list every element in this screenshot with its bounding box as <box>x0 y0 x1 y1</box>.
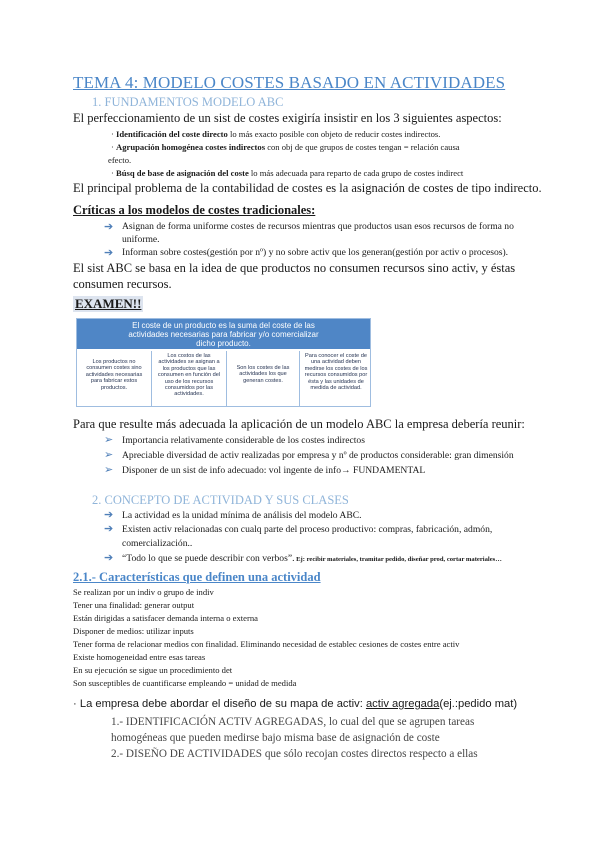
principal-paragraph: El principal problema de la contabilidad de costes es la asignación de costes de tipo indirecto. <box>73 181 542 195</box>
banner-header-line: El coste de un producto es la suma del coste de las <box>132 321 315 330</box>
banner-header <box>77 319 370 349</box>
concepto-example: Ej: recibir materiales, tramitar pedido, diseñar prod, cortar materiales… <box>294 556 502 563</box>
subsection-heading: 2.1.- Características que definen una actividad <box>73 570 321 584</box>
concepto-item: Existen activ relacionadas con cualq parte del proceso productivo: compras, fabricación, admón, <box>122 524 493 535</box>
arrow-bullet-icon: ➔ <box>104 523 114 535</box>
requisito-item: Importancia relativamente considerable de los costes indirectos <box>122 435 365 446</box>
caracteristica-item: Existe homogeneidad entre esas tareas <box>73 652 206 662</box>
critica-item: Informan sobre costes(gestión por nº) y no sobre activ que los generan(gestión por activ o procesos). <box>122 247 509 258</box>
arrow-bullet-icon: ➔ <box>104 221 114 233</box>
mapa-paragraph: · La empresa debe abordar el diseño de su mapa de activ: activ agregada(ej.:pedido mat) <box>73 698 518 710</box>
mapa-item: homogéneas que pueden medirse bajo misma base de asignación de coste <box>111 732 440 744</box>
caracteristica-item: Tener una finalidad: generar output <box>73 600 195 610</box>
page-title: TEMA 4: MODELO COSTES BASADO EN ACTIVIDADES <box>73 73 506 92</box>
mapa-suffix: (ej.:pedido mat) <box>439 698 518 710</box>
abc-definition-banner <box>76 318 371 407</box>
aspect-term: Búsq de base de asignación del coste <box>116 168 249 178</box>
banner-header-line: actividades necesarias para fabricar y/o comercializar <box>128 330 319 339</box>
caracteristica-item: En su ejecución se sigue un procedimiento det <box>73 665 233 675</box>
caracteristica-item: Están dirigidas a satisfacer demanda interna o externa <box>73 613 258 623</box>
mapa-item: 1.- IDENTIFICACIÓN ACTIV AGREGADAS, lo cual del que se agrupen tareas <box>111 716 475 728</box>
concepto-text: “Todo lo que se puede describir con verbos”. <box>122 553 295 564</box>
banner-cell-4: Para conocer el coste de una actividad deben medirse los costes de los recursos consumidos por ésta y las unidades de medida de actividad. <box>304 353 368 392</box>
section-heading-1: 1. FUNDAMENTOS MODELO ABC <box>92 95 284 109</box>
critica-continuation: uniforme. <box>122 234 160 245</box>
critica-item: Asignan de forma uniforme costes de recursos mientras que productos usan esos recursos de forma no <box>122 221 514 232</box>
aspect-text: lo más adecuada para reparto de cada grupo de costes indirect <box>248 168 464 178</box>
concepto-item: La actividad es la unidad mínima de análisis del modelo ABC. <box>122 510 362 521</box>
banner-cell-3: Son los costes de las actividades los que generan costes. <box>236 365 290 384</box>
aspect-continuation: efecto. <box>108 155 132 165</box>
arrow-bullet-icon: ➢ <box>104 434 114 446</box>
exam-label: EXAMEN!! <box>75 296 142 311</box>
banner-divider <box>299 351 300 406</box>
banner-divider <box>226 351 227 406</box>
mapa-link: activ agregada <box>365 698 440 710</box>
concepto-continuation: comercialización.. <box>122 538 193 549</box>
arrow-bullet-icon: ➢ <box>104 449 114 461</box>
caracteristica-item: Son susceptibles de cuantificarse empleando = unidad de medida <box>73 678 297 688</box>
arrow-bullet-icon: ➢ <box>104 464 114 476</box>
caracteristica-item: Tener forma de relacionar medios con finalidad. Eliminando necesidad de establec cesiones de costes entre activ <box>73 639 460 649</box>
aspect-item: · Identificación del coste directo lo más exacto posible con objeto de reducir costes indirectos. <box>111 129 441 139</box>
banner-divider <box>151 351 152 406</box>
aspect-item: · Agrupación homogénea costes indirectos con obj de que grupos de costes tengan = relación causa <box>111 142 460 152</box>
aspect-text: con obj de que grupos de costes tengan = relación causa <box>265 142 460 152</box>
aspect-item: · Búsq de base de asignación del coste lo más adecuada para reparto de cada grupo de costes indirect <box>111 168 464 178</box>
aspect-text: lo más exacto posible con objeto de reducir costes indirectos. <box>227 129 441 139</box>
arrow-bullet-icon: ➔ <box>104 552 114 564</box>
arrow-bullet-icon: ➔ <box>104 247 114 259</box>
banner-cell-1: Los productos no consumen costes sino actividades necesarias para fabricar estos productos. <box>85 359 143 391</box>
abc-paragraph-line: El sist ABC se basa en la idea de que productos no consumen recursos sino activ, y éstas <box>73 261 516 275</box>
abc-paragraph-line: consumen recursos. <box>73 277 172 291</box>
requisito-item: Disponer de un sist de info adecuado: vol ingente de info→ FUNDAMENTAL <box>122 465 426 476</box>
arrow-bullet-icon: ➔ <box>104 509 114 521</box>
aspect-term: Agrupación homogénea costes indirectos <box>116 142 266 152</box>
mapa-prefix: La empresa debe abordar el diseño de su mapa de activ: <box>79 698 366 710</box>
banner-cell-2: Los costos de las actividades se asignan a los productos que las consumen en función del uso de los recursos consumidos por las actividades. <box>157 353 221 398</box>
requisito-item: Apreciable diversidad de activ realizadas por empresa y nº de productos considerable: gran dimensión <box>122 450 514 461</box>
intro-paragraph: El perfeccionamiento de un sist de costes exigiría insistir en los 3 siguientes aspectos: <box>73 111 502 125</box>
criticas-heading: Críticas a los modelos de costes tradicionales: <box>73 203 316 217</box>
caracteristica-item: Se realizan por un indiv o grupo de indiv <box>73 587 214 597</box>
mapa-item: 2.- DISEÑO DE ACTIVIDADES que sólo recojan costes directos respecto a ellas <box>111 748 478 760</box>
section-heading-2: 2. CONCEPTO DE ACTIVIDAD Y SUS CLASES <box>92 493 349 507</box>
banner-header-line: dicho producto. <box>196 339 251 348</box>
caracteristica-item: Disponer de medios: utilizar inputs <box>73 626 194 636</box>
adecuada-paragraph: Para que resulte más adecuada la aplicación de un modelo ABC la empresa debería reunir: <box>73 417 525 431</box>
aspect-term: Identificación del coste directo <box>116 129 228 139</box>
concepto-item <box>122 553 502 564</box>
